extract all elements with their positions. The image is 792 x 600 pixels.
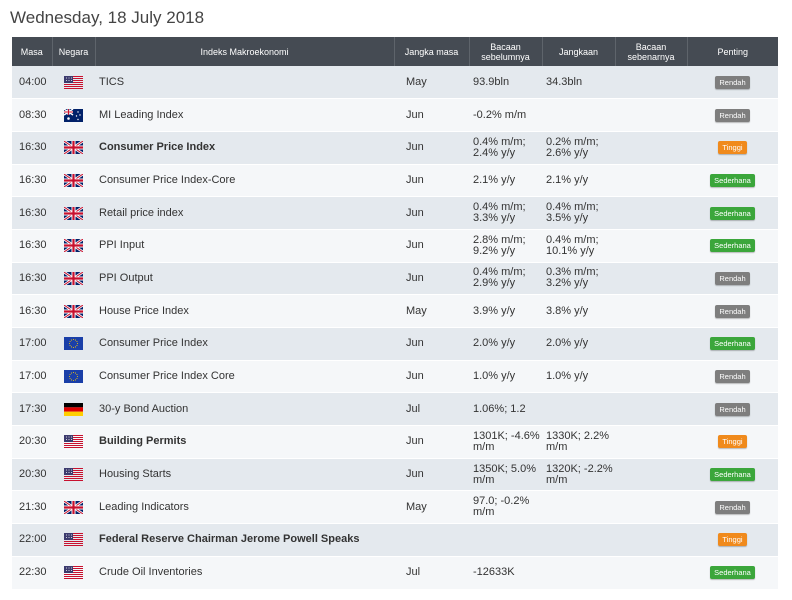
row-forecast: 0.2% m/m; 2.6% y/y — [546, 135, 599, 159]
row-period: May — [406, 500, 427, 513]
row-time: 17:00 — [19, 337, 47, 350]
row-period: Jun — [406, 141, 424, 154]
row-time: 16:30 — [19, 173, 47, 186]
row-previous: 2.0% y/y — [473, 337, 516, 350]
header-importance: Penting — [717, 46, 749, 57]
row-indicator: PPI Output — [99, 271, 153, 284]
row-period: Jul — [406, 566, 421, 579]
row-actual — [615, 66, 687, 99]
row-time: 20:30 — [19, 435, 47, 448]
row-period: Jun — [406, 435, 424, 448]
row-time: 17:00 — [19, 370, 47, 383]
importance-badge: Sederhana — [710, 239, 755, 252]
us-flag-icon — [64, 435, 83, 448]
table-row — [12, 426, 778, 459]
row-forecast — [542, 524, 615, 557]
header-forecast: Jangkaan — [542, 37, 615, 66]
row-actual — [615, 262, 687, 295]
row-indicator: Consumer Price Index — [99, 141, 216, 154]
gb-flag-icon — [64, 239, 83, 252]
row-indicator: Building Permits — [99, 435, 187, 448]
row-period: Jun — [406, 271, 424, 284]
table-row — [12, 66, 778, 99]
row-time: 21:30 — [19, 500, 47, 513]
row-actual — [615, 164, 687, 197]
row-country — [52, 556, 95, 589]
importance-badge: Rendah — [715, 370, 749, 383]
importance-badge: Sederhana — [710, 468, 755, 481]
row-actual — [615, 328, 687, 361]
header-time: Masa — [12, 37, 52, 66]
row-country — [52, 426, 95, 459]
row-indicator: Retail price index — [99, 206, 184, 219]
row-importance — [687, 556, 778, 589]
row-time: 16:30 — [19, 271, 47, 284]
importance-badge: Rendah — [715, 305, 749, 318]
row-indicator: 30-y Bond Auction — [99, 402, 189, 415]
row-previous: 97.0; -0.2% m/m — [473, 495, 530, 519]
row-actual — [615, 524, 687, 557]
row-previous: 1.06%; 1.2 — [473, 402, 526, 415]
gb-flag-icon — [64, 272, 83, 285]
table-row — [12, 556, 778, 589]
row-actual — [615, 458, 687, 491]
row-country — [52, 164, 95, 197]
row-indicator: Consumer Price Index-Core — [99, 173, 236, 186]
row-country — [52, 393, 95, 426]
row-actual — [615, 426, 687, 459]
row-period: Jul — [406, 402, 421, 415]
row-country — [52, 491, 95, 524]
row-indicator: MI Leading Index — [99, 108, 184, 121]
row-importance — [687, 229, 778, 262]
row-forecast: 2.1% y/y — [546, 173, 589, 186]
row-forecast: 0.3% m/m; 3.2% y/y — [546, 266, 599, 290]
row-indicator: Consumer Price Index Core — [99, 370, 235, 383]
row-country — [52, 328, 95, 361]
row-country — [52, 99, 95, 132]
row-indicator: Housing Starts — [99, 468, 172, 481]
row-indicator: PPI Input — [99, 239, 145, 252]
importance-badge: Sederhana — [710, 337, 755, 350]
row-previous: 0.4% m/m; 3.3% y/y — [473, 201, 526, 225]
header-indicator: Indeks Makroekonomi — [95, 37, 394, 66]
row-previous: 3.9% y/y — [473, 304, 516, 317]
row-time: 04:00 — [19, 75, 47, 88]
row-indicator: TICS — [99, 75, 125, 88]
row-importance — [687, 131, 778, 164]
importance-badge: Rendah — [715, 109, 749, 122]
row-forecast: 0.4% m/m; 10.1% y/y — [546, 233, 599, 257]
table-row — [12, 491, 778, 524]
row-period: Jun — [406, 173, 424, 186]
economic-calendar-table — [12, 37, 778, 590]
row-time: 17:30 — [19, 402, 47, 415]
row-previous: 2.1% y/y — [473, 173, 516, 186]
row-previous: 0.4% m/m; 2.4% y/y — [473, 135, 526, 159]
de-flag-icon — [64, 403, 83, 416]
importance-badge: Rendah — [715, 76, 749, 89]
importance-badge: Sederhana — [710, 207, 755, 220]
row-country — [52, 197, 95, 230]
row-forecast — [542, 491, 615, 524]
row-indicator: Crude Oil Inventories — [99, 566, 203, 579]
row-importance — [687, 426, 778, 459]
importance-badge: Rendah — [715, 272, 749, 285]
au-flag-icon — [64, 109, 83, 122]
row-actual — [615, 99, 687, 132]
importance-badge: Tinggi — [718, 435, 746, 448]
header-period: Jangka masa — [394, 37, 469, 66]
row-previous: 0.4% m/m; 2.9% y/y — [473, 266, 526, 290]
importance-badge: Rendah — [715, 403, 749, 416]
calendar-date: Wednesday, 18 July 2018 — [10, 8, 205, 27]
row-previous: 1301K; -4.6% m/m — [473, 429, 540, 453]
row-importance — [687, 524, 778, 557]
eu-flag-icon — [64, 337, 83, 350]
row-country — [52, 524, 95, 557]
row-time: 16:30 — [19, 141, 47, 154]
table-header — [12, 37, 778, 66]
row-forecast: 2.0% y/y — [546, 337, 589, 350]
row-previous: -0.2% m/m — [473, 108, 527, 121]
gb-flag-icon — [64, 501, 83, 514]
row-forecast — [542, 393, 615, 426]
importance-badge: Sederhana — [710, 174, 755, 187]
table-body — [12, 66, 778, 589]
row-indicator: Leading Indicators — [99, 500, 189, 513]
us-flag-icon — [64, 76, 83, 89]
gb-flag-icon — [64, 305, 83, 318]
table-row — [12, 360, 778, 393]
row-actual — [615, 360, 687, 393]
row-actual — [615, 491, 687, 524]
eu-flag-icon — [64, 370, 83, 383]
importance-badge: Sederhana — [710, 566, 755, 579]
gb-flag-icon — [64, 174, 83, 187]
importance-badge: Tinggi — [718, 533, 746, 546]
row-indicator: House Price Index — [99, 304, 189, 317]
gb-flag-icon — [64, 141, 83, 154]
row-country — [52, 295, 95, 328]
table-row — [12, 393, 778, 426]
row-actual — [615, 197, 687, 230]
row-importance — [687, 295, 778, 328]
row-period: May — [406, 304, 427, 317]
table-row — [12, 229, 778, 262]
row-period: Jun — [406, 206, 424, 219]
row-indicator: Consumer Price Index — [99, 337, 208, 350]
row-country — [52, 66, 95, 99]
row-importance — [687, 99, 778, 132]
row-country — [52, 131, 95, 164]
row-previous: 2.8% m/m; 9.2% y/y — [473, 233, 526, 257]
gb-flag-icon — [64, 207, 83, 220]
row-importance — [687, 360, 778, 393]
row-forecast: 3.8% y/y — [546, 304, 589, 317]
us-flag-icon — [64, 468, 83, 481]
row-time: 22:30 — [19, 566, 47, 579]
row-importance — [687, 164, 778, 197]
row-importance — [687, 393, 778, 426]
row-time: 16:30 — [19, 304, 47, 317]
importance-badge: Rendah — [715, 501, 749, 514]
row-time: 22:00 — [19, 533, 47, 546]
row-country — [52, 262, 95, 295]
table-row — [12, 458, 778, 491]
row-actual — [615, 229, 687, 262]
row-forecast — [542, 556, 615, 589]
row-forecast — [542, 99, 615, 132]
row-country — [52, 360, 95, 393]
row-actual — [615, 295, 687, 328]
row-indicator: Federal Reserve Chairman Jerome Powell Speaks — [99, 533, 360, 546]
row-forecast: 1320K; -2.2% m/m — [546, 462, 613, 486]
row-forecast: 34.3bln — [546, 75, 583, 88]
row-time: 20:30 — [19, 468, 47, 481]
table-row — [12, 197, 778, 230]
row-forecast: 1330K; 2.2% m/m — [546, 429, 609, 453]
row-previous: 1.0% y/y — [473, 370, 516, 383]
row-previous: -12633K — [473, 566, 515, 579]
row-time: 16:30 — [19, 239, 47, 252]
row-period: Jun — [406, 468, 424, 481]
row-time: 08:30 — [19, 108, 47, 121]
row-importance — [687, 458, 778, 491]
table-row — [12, 131, 778, 164]
row-period — [394, 524, 469, 557]
row-period: Jun — [406, 108, 424, 121]
us-flag-icon — [64, 533, 83, 546]
row-importance — [687, 197, 778, 230]
row-previous — [469, 524, 542, 557]
row-importance — [687, 328, 778, 361]
row-period: Jun — [406, 239, 424, 252]
table-row — [12, 328, 778, 361]
row-country — [52, 458, 95, 491]
row-previous: 1350K; 5.0% m/m — [473, 462, 536, 486]
row-previous: 93.9bln — [473, 75, 510, 88]
table-row — [12, 99, 778, 132]
table-row — [12, 262, 778, 295]
header-actual: Bacaan sebenarnya — [615, 37, 687, 66]
row-forecast: 0.4% m/m; 3.5% y/y — [546, 201, 599, 225]
header-previous: Bacaan sebelumnya — [469, 37, 542, 66]
row-actual — [615, 131, 687, 164]
row-importance — [687, 66, 778, 99]
table-row — [12, 164, 778, 197]
table-row — [12, 524, 778, 557]
row-actual — [615, 556, 687, 589]
row-actual — [615, 393, 687, 426]
row-time: 16:30 — [19, 206, 47, 219]
row-importance — [687, 262, 778, 295]
row-period: Jun — [406, 370, 424, 383]
header-country: Negara — [52, 37, 95, 66]
table-row — [12, 295, 778, 328]
row-period: Jun — [406, 337, 424, 350]
row-forecast: 1.0% y/y — [546, 370, 589, 383]
row-country — [52, 229, 95, 262]
importance-badge: Tinggi — [718, 141, 746, 154]
us-flag-icon — [64, 566, 83, 579]
row-period: May — [406, 75, 427, 88]
row-importance — [687, 491, 778, 524]
